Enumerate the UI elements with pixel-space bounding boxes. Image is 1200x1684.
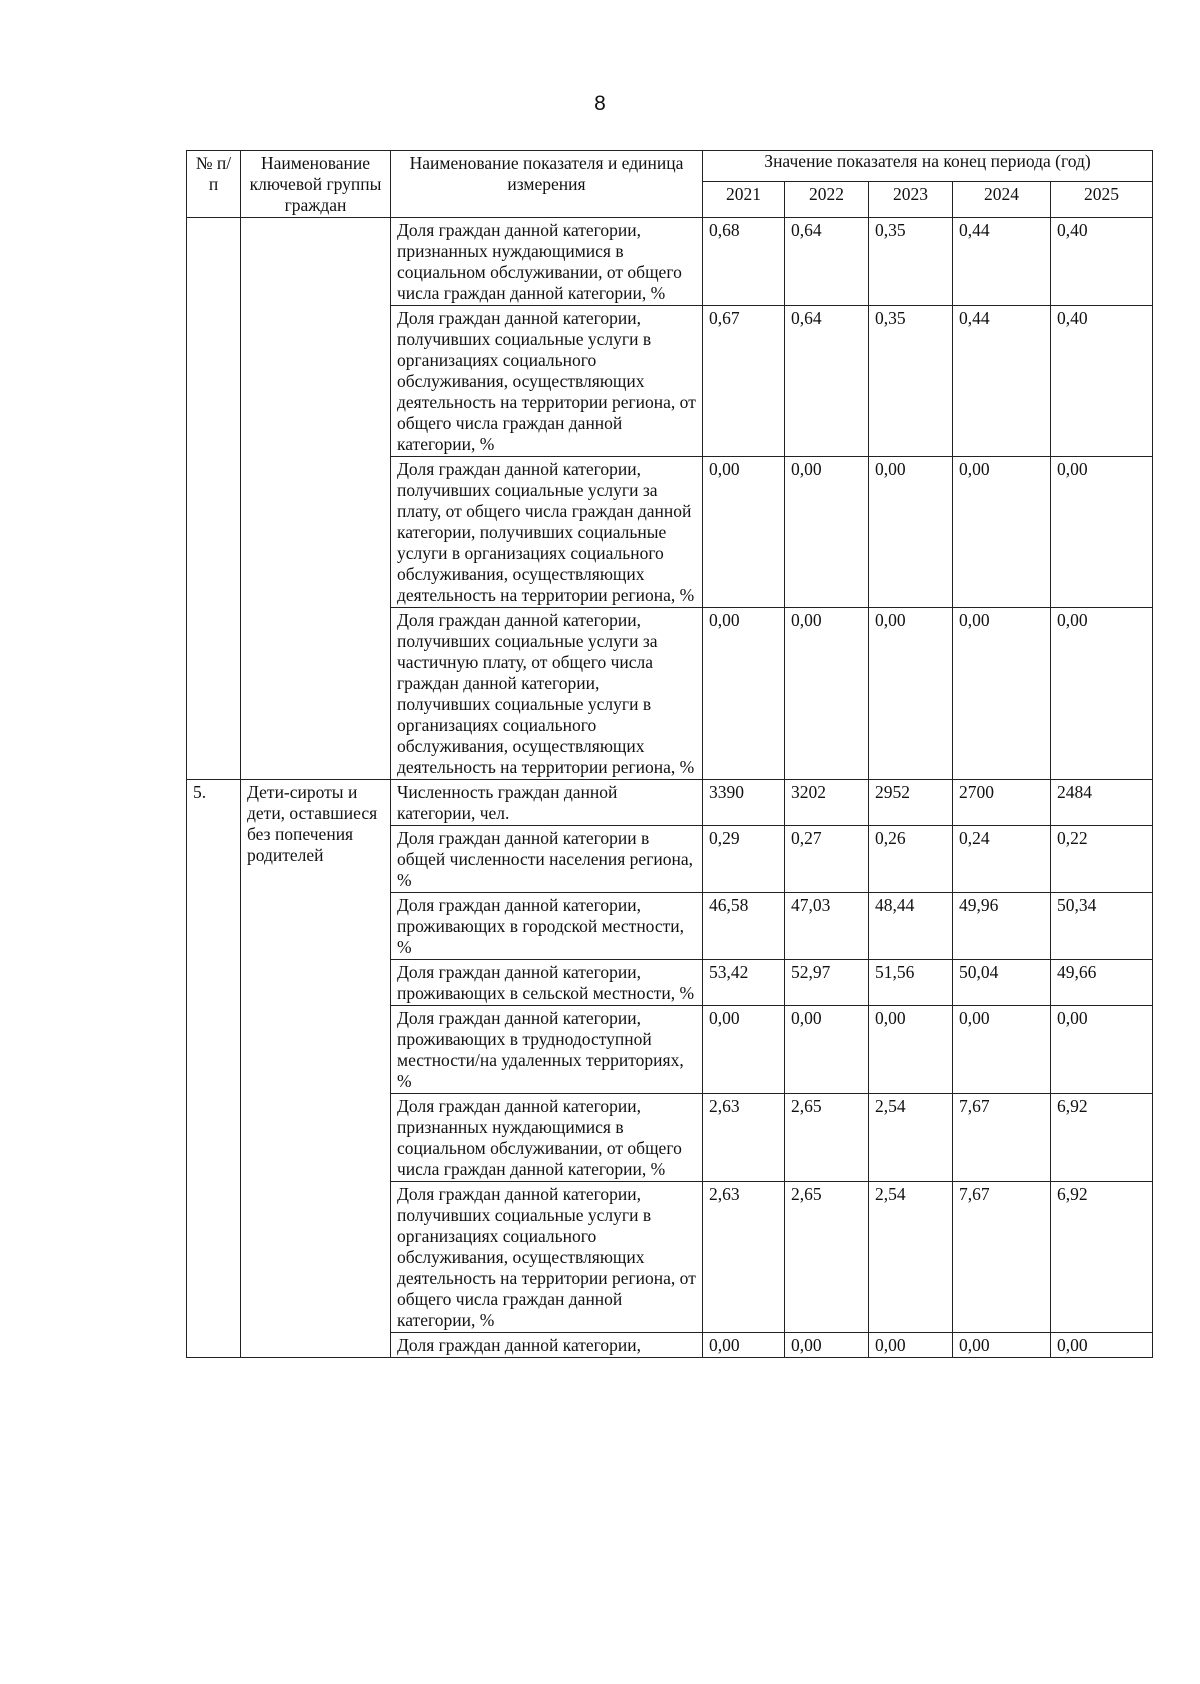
value-cell: 0,68 (703, 218, 785, 306)
header-indicator: Наименование показателя и единица измерения (391, 151, 703, 218)
value-cell: 2700 (953, 780, 1051, 826)
value-cell: 0,26 (869, 826, 953, 893)
table-row (187, 780, 1153, 826)
value-cell: 0,35 (869, 218, 953, 306)
value-cell: 49,66 (1051, 960, 1153, 1006)
value-cell: 0,00 (785, 457, 869, 608)
value-cell: 50,04 (953, 960, 1051, 1006)
header-year: 2023 (869, 182, 953, 218)
header-year: 2025 (1051, 182, 1153, 218)
group-name-cell (241, 218, 391, 780)
value-cell: 0,00 (703, 457, 785, 608)
value-cell: 0,00 (953, 608, 1051, 780)
value-cell: 0,00 (953, 1006, 1051, 1094)
value-cell: 2952 (869, 780, 953, 826)
value-cell: 6,92 (1051, 1094, 1153, 1182)
value-cell: 3390 (703, 780, 785, 826)
value-cell: 0,00 (953, 457, 1051, 608)
value-cell: 0,40 (1051, 218, 1153, 306)
header-year: 2024 (953, 182, 1051, 218)
value-cell: 7,67 (953, 1094, 1051, 1182)
value-cell: 0,00 (785, 608, 869, 780)
indicator-name-cell: Доля граждан данной категории, проживающих в сельской местности, % (391, 960, 703, 1006)
header-values-caption: Значение показателя на конец периода (год) (703, 151, 1153, 182)
value-cell: 49,96 (953, 893, 1051, 960)
value-cell: 0,00 (703, 1333, 785, 1358)
value-cell: 48,44 (869, 893, 953, 960)
indicator-name-cell: Доля граждан данной категории, проживающих в городской местности, % (391, 893, 703, 960)
value-cell: 51,56 (869, 960, 953, 1006)
indicator-name-cell: Доля граждан данной категории, получивших социальные услуги за частичную плату, от общего числа граждан данной категории, получивших социальные услуги в организациях социального обслуживания, осуществляющих деятельность на территории региона, % (391, 608, 703, 780)
indicator-name-cell: Доля граждан данной категории, проживающих в труднодоступной местности/на удаленных территориях, % (391, 1006, 703, 1094)
value-cell: 0,67 (703, 306, 785, 457)
indicator-name-cell: Доля граждан данной категории, получивших социальные услуги в организациях социального обслуживания, осуществляющих деятельность на территории региона, от общего числа граждан данной категории, % (391, 306, 703, 457)
value-cell: 2,65 (785, 1094, 869, 1182)
value-cell: 2484 (1051, 780, 1153, 826)
value-cell: 7,67 (953, 1182, 1051, 1333)
group-name-cell: Дети-сироты и дети, оставшиеся без попечения родителей (241, 780, 391, 1358)
header-year: 2021 (703, 182, 785, 218)
value-cell: 0,00 (869, 457, 953, 608)
indicator-name-cell: Доля граждан данной категории, признанных нуждающимися в социальном обслуживании, от общего числа граждан данной категории, % (391, 218, 703, 306)
indicator-name-cell: Доля граждан данной категории в общей численности населения региона, % (391, 826, 703, 893)
value-cell: 0,00 (1051, 457, 1153, 608)
value-cell: 2,65 (785, 1182, 869, 1333)
value-cell: 0,00 (1051, 608, 1153, 780)
row-number-cell: 5. (187, 780, 241, 1358)
value-cell: 0,00 (869, 608, 953, 780)
value-cell: 0,44 (953, 306, 1051, 457)
header-row (187, 151, 1153, 182)
value-cell: 52,97 (785, 960, 869, 1006)
indicator-name-cell: Доля граждан данной категории, (391, 1333, 703, 1358)
value-cell: 2,63 (703, 1094, 785, 1182)
value-cell: 0,64 (785, 306, 869, 457)
value-cell: 46,58 (703, 893, 785, 960)
header-year: 2022 (785, 182, 869, 218)
value-cell: 47,03 (785, 893, 869, 960)
value-cell: 0,00 (869, 1333, 953, 1358)
row-number-cell (187, 218, 241, 780)
value-cell: 0,44 (953, 218, 1051, 306)
value-cell: 3202 (785, 780, 869, 826)
value-cell: 53,42 (703, 960, 785, 1006)
value-cell: 0,40 (1051, 306, 1153, 457)
value-cell: 0,29 (703, 826, 785, 893)
header-group: Наименование ключевой группы граждан (241, 151, 391, 218)
value-cell: 50,34 (1051, 893, 1153, 960)
value-cell: 0,00 (703, 1006, 785, 1094)
value-cell: 0,27 (785, 826, 869, 893)
page-number: 8 (594, 92, 606, 115)
table-row (187, 218, 1153, 306)
value-cell: 2,63 (703, 1182, 785, 1333)
value-cell: 0,24 (953, 826, 1051, 893)
value-cell: 0,00 (703, 608, 785, 780)
value-cell: 6,92 (1051, 1182, 1153, 1333)
value-cell: 2,54 (869, 1182, 953, 1333)
value-cell: 0,00 (785, 1006, 869, 1094)
value-cell: 0,00 (869, 1006, 953, 1094)
indicator-name-cell: Численность граждан данной категории, чел. (391, 780, 703, 826)
indicator-name-cell: Доля граждан данной категории, признанных нуждающимися в социальном обслуживании, от общего числа граждан данной категории, % (391, 1094, 703, 1182)
value-cell: 0,00 (1051, 1006, 1153, 1094)
value-cell: 2,54 (869, 1094, 953, 1182)
value-cell: 0,35 (869, 306, 953, 457)
value-cell: 0,00 (785, 1333, 869, 1358)
indicators-table (186, 150, 1153, 1358)
value-cell: 0,64 (785, 218, 869, 306)
value-cell: 0,22 (1051, 826, 1153, 893)
value-cell: 0,00 (953, 1333, 1051, 1358)
header-no: № п/п (187, 151, 241, 218)
indicator-name-cell: Доля граждан данной категории, получивших социальные услуги за плату, от общего числа граждан данной категории, получивших социальные услуги в организациях социального обслуживания, осуществляющих деятельность на территории региона, % (391, 457, 703, 608)
value-cell: 0,00 (1051, 1333, 1153, 1358)
indicator-name-cell: Доля граждан данной категории, получивших социальные услуги в организациях социального обслуживания, осуществляющих деятельность на территории региона, от общего числа граждан данной категории, % (391, 1182, 703, 1333)
